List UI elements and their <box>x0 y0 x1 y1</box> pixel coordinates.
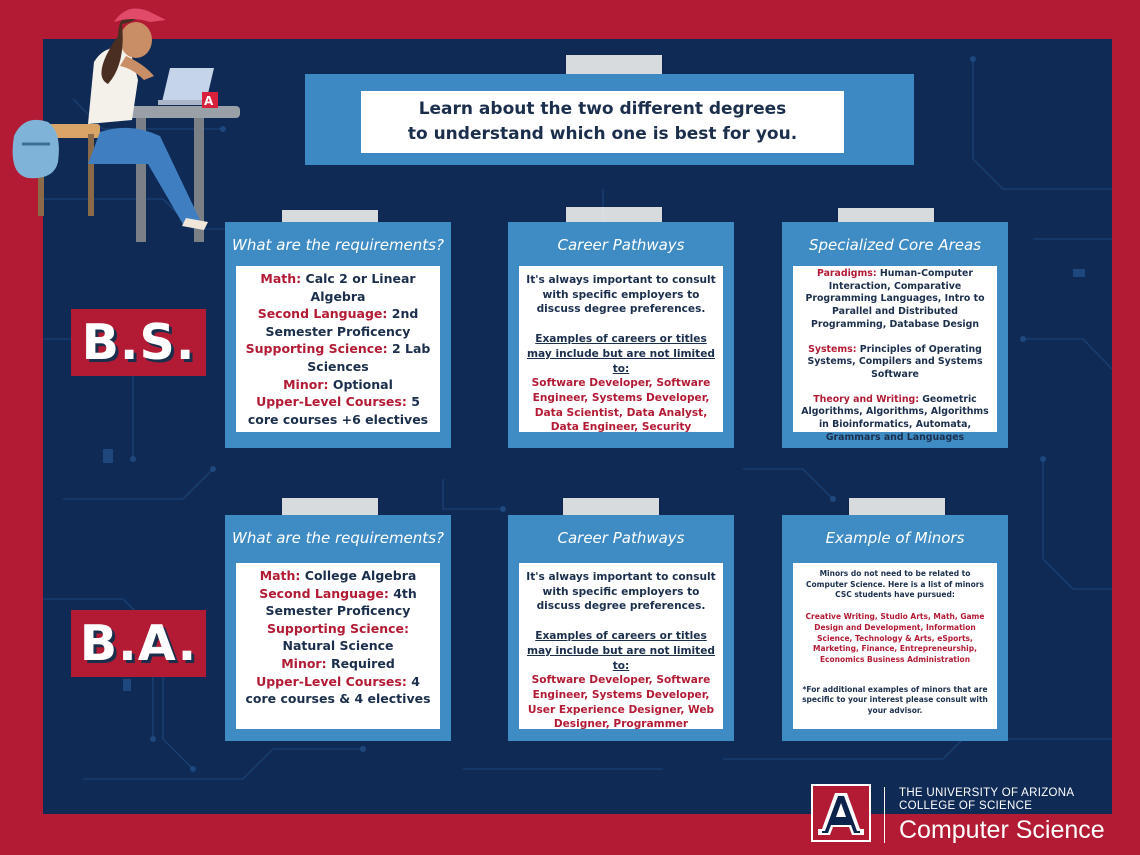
requirements-list <box>236 266 440 432</box>
career-list: Software Developer, Software Engineer, Systems Developer, User Experience Designer, Web Designer, Programmer <box>527 674 715 731</box>
branding-text <box>899 787 1105 847</box>
department-name: Computer Science <box>899 816 1105 844</box>
language-requirement: Second Language: 2nd Semester Proficency <box>257 306 419 339</box>
science-requirement: Supporting Science: Natural Science <box>267 620 409 654</box>
paradigms-area: Paradigms: Human-Computer Interaction, Comparative Programming Languages, Intro to Parallel and Distributed Programming, Database Design <box>805 268 985 330</box>
card-title: Career Pathways <box>557 236 685 254</box>
minors-note: *For additional examples of minors that are specific to your interest please consult with your advisor. <box>802 684 988 716</box>
career-intro: It's always important to consult with specific employers to discuss degree preferences. <box>526 274 716 316</box>
svg-text:A: A <box>204 94 214 108</box>
theory-area: Theory and Writing: Geometric Algorithms, Algorithms, Algorithms in Bioinformatics, Automata, Grammars and Languages <box>801 393 989 443</box>
minors-list: Creative Writing, Studio Arts, Math, Game Design and Development, Information Science, Technology & Arts, eSports, Marketing, Finance, Entrepreneurship, Economics Business Administration <box>805 612 985 664</box>
ba-career-card <box>508 515 734 741</box>
headline-line-2: to understand which one is best for you. <box>407 124 798 144</box>
headline <box>361 91 844 153</box>
career-text <box>519 563 723 729</box>
minor-requirement: Minor: Optional <box>283 376 393 392</box>
upper-level-requirement: Upper-Level Courses: 5 core courses +6 electives <box>247 394 429 427</box>
divider <box>884 787 885 843</box>
core-areas-text <box>793 266 997 443</box>
systems-area: Systems: Principles of Operating Systems, Compilers and Systems Software <box>807 343 983 380</box>
career-examples-heading: Examples of careers or titles may include but are not limited to: <box>527 630 715 672</box>
science-requirement: Supporting Science: 2 Lab Sciences <box>245 341 431 374</box>
language-requirement: Second Language: 4th Semester Proficency <box>259 585 417 619</box>
card-title: Specialized Core Areas <box>808 236 982 254</box>
bs-core-areas-card <box>782 222 1008 448</box>
university-name: THE UNIVERSITY OF ARIZONA <box>899 787 1075 799</box>
bs-requirements-card <box>225 222 451 448</box>
career-list: Software Developer, Software Engineer, Systems Developer, Data Scientist, Data Analyst, Data Engineer, Security <box>531 377 711 434</box>
card-title: Example of Minors <box>825 529 965 547</box>
math-requirement: Math: College Algebra <box>259 568 417 583</box>
upper-level-requirement: Upper-Level Courses: 4 core courses & 4 electives <box>245 673 431 707</box>
university-branding <box>808 783 1128 847</box>
minor-requirement: Minor: Required <box>281 655 395 671</box>
ba-minors-card <box>782 515 1008 741</box>
minors-intro: Minors do not need to be related to Computer Science. Here is a list of minors CSC students have pursued: <box>806 569 984 600</box>
bs-degree-label: B.S. <box>71 309 206 376</box>
math-requirement: Math: Calc 2 or Linear Algebra <box>260 271 416 304</box>
student-illustration <box>8 6 248 246</box>
headline-line-1: Learn about the two different degrees <box>418 99 787 119</box>
card-title: Career Pathways <box>557 529 685 547</box>
career-text <box>519 266 723 432</box>
bs-career-card <box>508 222 734 448</box>
card-title: What are the requirements? <box>232 236 444 254</box>
college-name: COLLEGE OF SCIENCE <box>899 800 1033 812</box>
card-title: What are the requirements? <box>232 529 444 547</box>
requirements-list <box>236 563 440 729</box>
ba-requirements-card <box>225 515 451 741</box>
career-intro: It's always important to consult with specific employers to discuss degree preferences. <box>526 571 716 613</box>
arizona-a-logo <box>808 783 878 845</box>
ba-degree-label: B.A. <box>71 610 206 677</box>
career-examples-heading: Examples of careers or titles may include but are not limited to: <box>527 333 715 375</box>
minors-text <box>793 563 997 729</box>
